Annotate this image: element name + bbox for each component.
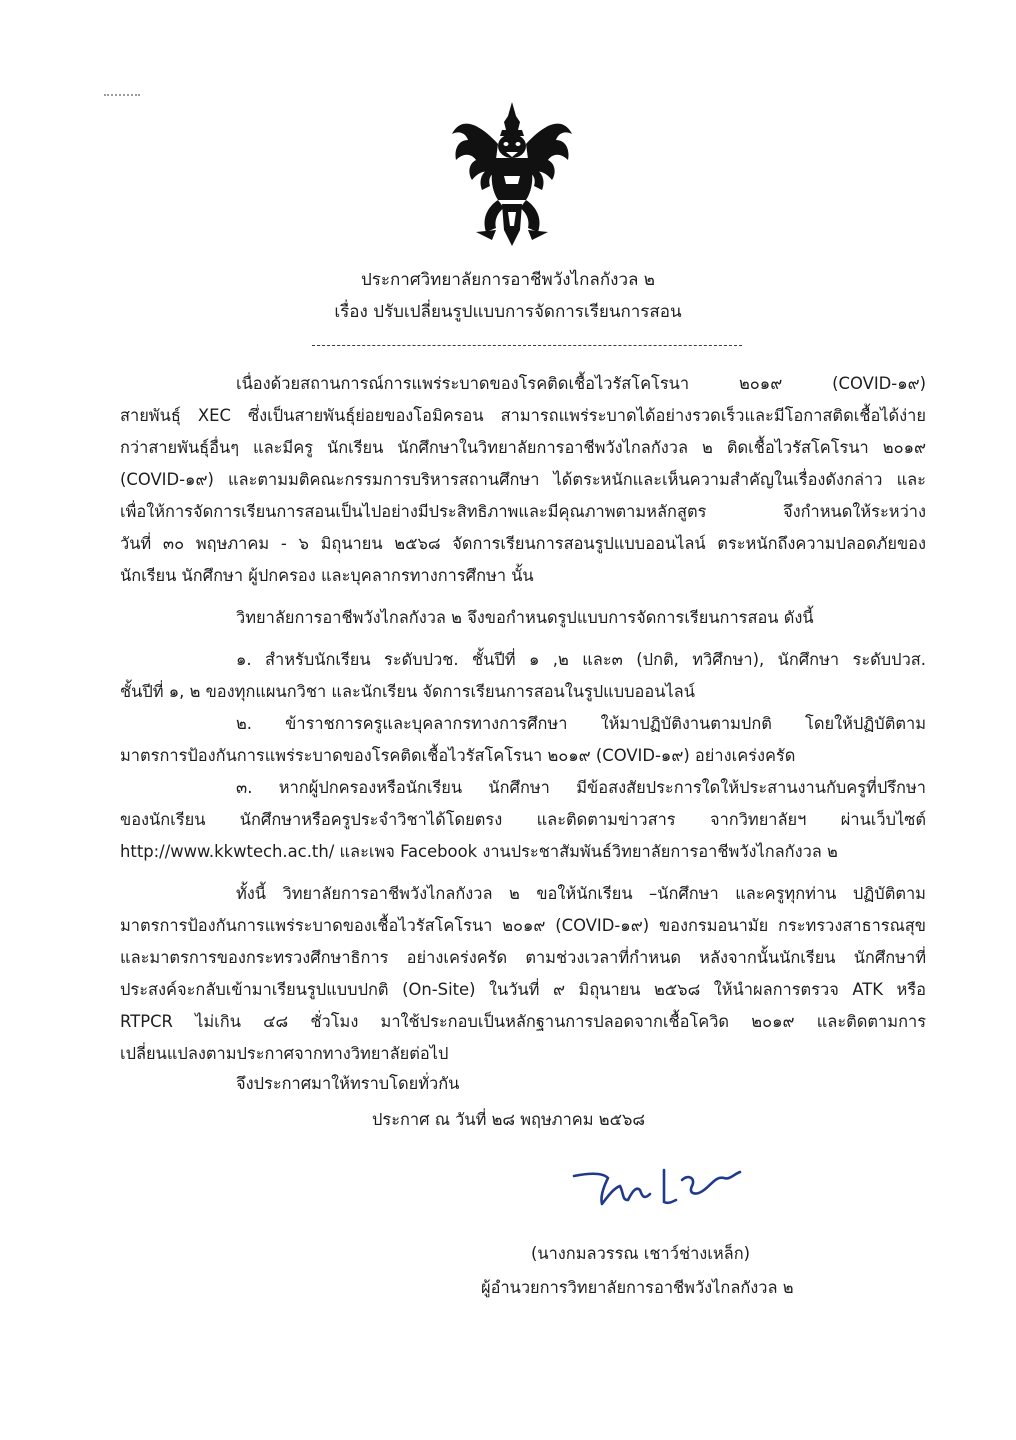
item-3-line-2: ของนักเรียน นักศึกษาหรือครูประจำวิชาได้โดยตรง และติดตามข่าวสาร จากวิทยาลัยฯ ผ่านเว็บไซต์ (120, 810, 926, 829)
paragraph-3-line-3: และมาตรการของกระทรวงศึกษาธิการ อย่างเคร่งครัด ตามช่วงเวลาที่กำหนด หลังจากนั้นนักเรียน นักศึกษาที่ (120, 948, 926, 967)
item-2-line-1: ๒. ข้าราชการครูและบุคลากรทางการศึกษา ให้มาปฏิบัติงานตามปกติ โดยให้ปฏิบัติตาม (236, 714, 926, 733)
title-divider (312, 345, 742, 346)
garuda-emblem-icon (446, 100, 578, 248)
paragraph-1-line-2: สายพันธุ์ XEC ซึ่งเป็นสายพันธุ์ย่อยของโอมิครอน สามารถแพร่ระบาดได้อย่างรวดเร็วและมีโอกาสติดเชื้อได้ง่าย (120, 406, 926, 425)
signatory-position: ผู้อำนวยการวิทยาลัยการอาชีพวังไกลกังวล ๒ (481, 1278, 794, 1297)
paragraph-3-line-2: มาตรการป้องกันการแพร่ระบาดของเชื้อไวรัสโคโรนา ๒๐๑๙ (COVID-๑๙) ของกรมอนามัย กระทรวงสาธารณสุข (120, 916, 926, 935)
scan-mark (104, 94, 140, 96)
paragraph-1-line-4: (COVID-๑๙) และตามมติคณะกรรมการบริหารสถานศึกษา ได้ตระหนักและเห็นความสำคัญในเรื่องดังกล่าว และ (120, 470, 926, 489)
item-1-line-1: ๑. สำหรับนักเรียน ระดับปวช. ชั้นปีที่ ๑ ,๒ และ๓ (ปกติ, ทวิศึกษา), นักศึกษา ระดับปวส. (236, 650, 926, 669)
paragraph-1-line-7: นักเรียน นักศึกษา ผู้ปกครอง และบุคลากรทางการศึกษา นั้น (120, 566, 534, 585)
announcement-date: ประกาศ ณ วันที่ ๒๘ พฤษภาคม ๒๕๖๘ (372, 1110, 646, 1129)
paragraph-1-line-3: กว่าสายพันธุ์อื่นๆ และมีครู นักเรียน นักศึกษาในวิทยาลัยการอาชีพวังไกลกังวล ๒ ติดเชื้อไวรัสโคโรนา ๒๐๑๙ (120, 438, 926, 457)
handwritten-signature-icon (564, 1156, 754, 1216)
item-2-line-2: มาตรการป้องกันการแพร่ระบาดของโรคติดเชื้อไวรัสโคโรนา ๒๐๑๙ (COVID-๑๙) อย่างเคร่งครัด (120, 746, 796, 765)
item-3-line-3: http://www.kkwtech.ac.th/ และเพจ Facebook งานประชาสัมพันธ์วิทยาลัยการอาชีพวังไกลกังวล ๒ (120, 842, 838, 861)
signatory-name: (นางกมลวรรณ เชาว์ช่างเหล็ก) (531, 1244, 751, 1263)
paragraph-1-line-1: เนื่องด้วยสถานการณ์การแพร่ระบาดของโรคติดเชื้อไวรัสโคโรนา ๒๐๑๙ (COVID-๑๙) (236, 374, 926, 393)
closing-statement: จึงประกาศมาให้ทราบโดยทั่วกัน (236, 1074, 460, 1093)
paragraph-3-line-6: เปลี่ยนแปลงตามประกาศจากทางวิทยาลัยต่อไป (120, 1044, 449, 1063)
announcement-title: ประกาศวิทยาลัยการอาชีพวังไกลกังวล ๒ (360, 270, 656, 290)
announcement-subject: เรื่อง ปรับเปลี่ยนรูปแบบการจัดการเรียนการสอน (334, 302, 682, 322)
paragraph-1-line-5: เพื่อให้การจัดการเรียนการสอนเป็นไปอย่างมีประสิทธิภาพและมีคุณภาพตามหลักสูตร จึงกำหนดให้ระหว่าง (120, 502, 926, 521)
paragraph-3-line-5: RTPCR ไม่เกิน ๔๘ ชั่วโมง มาใช้ประกอบเป็นหลักฐานการปลอดจากเชื้อโควิด ๒๐๑๙ และติดตามการ (120, 1012, 926, 1031)
paragraph-3-line-4: ประสงค์จะกลับเข้ามาเรียนรูปแบบปกติ (On-Site) ในวันที่ ๙ มิถุนายน ๒๕๖๘ ให้นำผลการตรวจ ATK หรือ (120, 980, 926, 999)
item-3-line-1: ๓. หากผู้ปกครองหรือนักเรียน นักศึกษา มีข้อสงสัยประการใดให้ประสานงานกับครูที่ปรึกษา (236, 778, 926, 797)
item-1-line-2: ชั้นปีที่ ๑, ๒ ของทุกแผนกวิชา และนักเรียน จัดการเรียนการสอนในรูปแบบออนไลน์ (120, 682, 695, 701)
paragraph-2: วิทยาลัยการอาชีพวังไกลกังวล ๒ จึงขอกำหนดรูปแบบการจัดการเรียนการสอน ดังนี้ (236, 608, 814, 627)
paragraph-3-line-1: ทั้งนี้ วิทยาลัยการอาชีพวังไกลกังวล ๒ ขอให้นักเรียน –นักศึกษา และครูทุกท่าน ปฏิบัติตาม (236, 884, 926, 903)
paragraph-1-line-6: วันที่ ๓๐ พฤษภาคม - ๖ มิถุนายน ๒๕๖๘ จัดการเรียนการสอนรูปแบบออนไลน์ ตระหนักถึงความปลอดภัยของ (120, 534, 926, 553)
